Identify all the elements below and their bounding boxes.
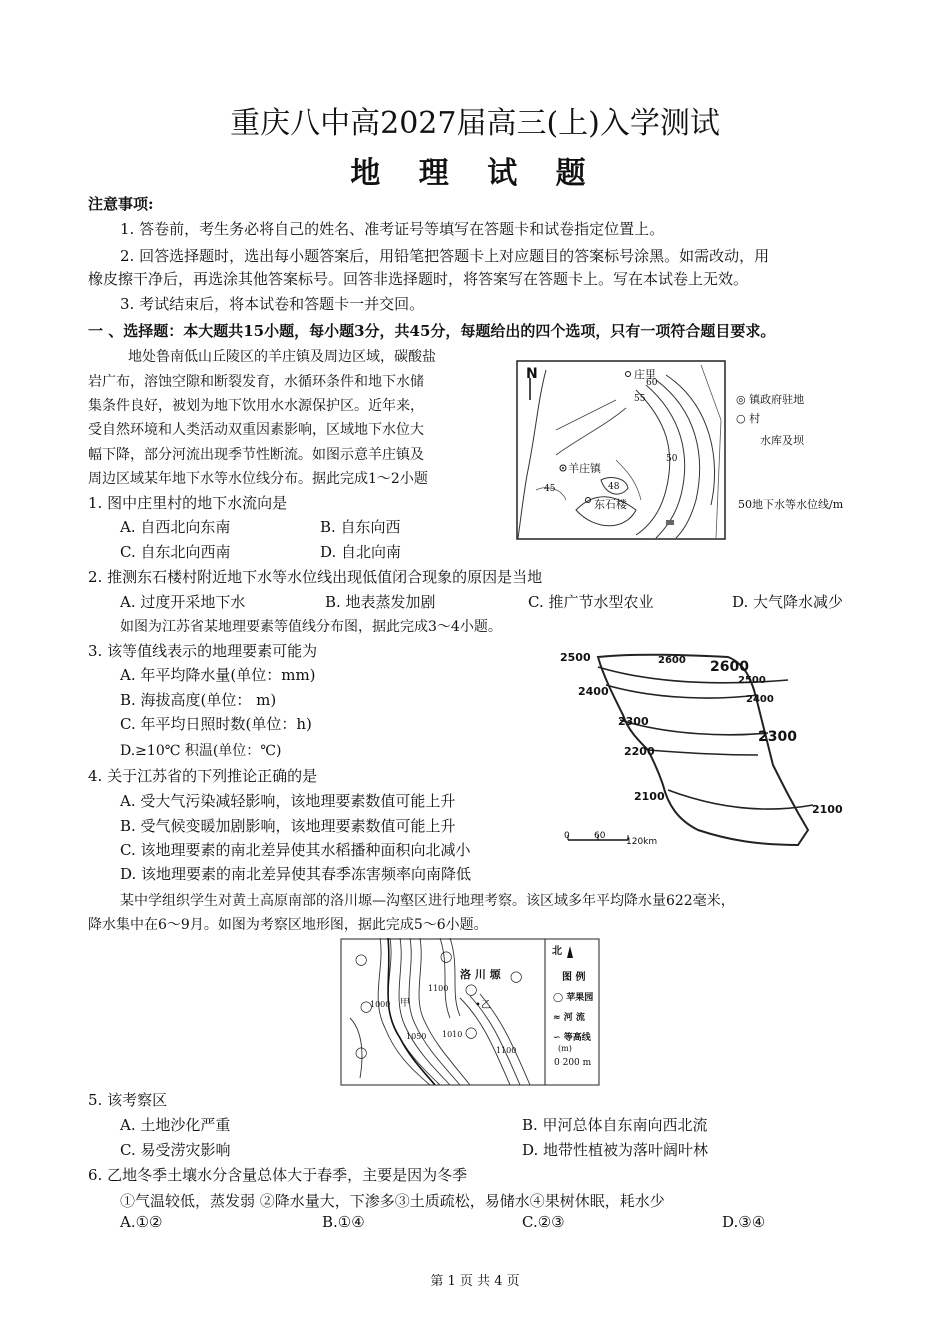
isoline-label: 2300 <box>758 729 797 745</box>
question-stem: 2. 推测东石楼村附近地下水等水位线出现低值闭合现象的原因是当地 <box>88 568 543 586</box>
question-stem: 3. 该等值线表示的地理要素可能为 <box>88 642 318 660</box>
svg-text:◯: ◯ <box>465 1026 478 1039</box>
option[interactable]: C.②③ <box>522 1213 565 1231</box>
question-stem: 4. 关于江苏省的下列推论正确的是 <box>88 767 318 785</box>
option[interactable]: B. 自东向西 <box>320 518 401 536</box>
isoline-label: 2600 <box>658 655 686 666</box>
place-label: 羊庄镇 <box>568 462 601 475</box>
jiangsu-isoline-map <box>558 645 848 855</box>
legend-river: ≈ 河 流 <box>553 1013 585 1023</box>
isoline-label: 2400 <box>578 685 609 698</box>
question-stem: 5. 该考察区 <box>88 1091 168 1109</box>
option[interactable]: A.①② <box>120 1213 163 1231</box>
isoline-label: 2600 <box>710 659 749 675</box>
scale-label: 60 <box>594 831 606 841</box>
north-arrow-label: 北 <box>552 946 562 957</box>
option[interactable]: C. 易受涝灾影响 <box>120 1141 231 1159</box>
legend-title: 图 例 <box>562 972 586 983</box>
scale-label: 120km <box>626 837 658 847</box>
svg-text:◯: ◯ <box>355 1046 368 1059</box>
passage-line: 集条件良好，被划为地下饮用水水源保护区。近年来， <box>88 398 424 414</box>
contour-label: 1010 <box>442 1030 463 1039</box>
svg-text:◯: ◯ <box>360 1000 373 1013</box>
option[interactable]: B. 受气候变暖加剧影响，该地理要素数值可能上升 <box>120 817 456 835</box>
exam-subtitle: 地 理 试 题 <box>350 156 600 191</box>
contour-label: 55 <box>634 394 646 404</box>
passage-line: 某中学组织学生对黄土高原南部的洛川塬—沟壑区进行地理考察。该区域多年平均降水量622毫米， <box>120 893 735 909</box>
option[interactable]: D.③④ <box>722 1213 766 1231</box>
isoline-label: 2300 <box>618 715 649 728</box>
option[interactable]: C. 年平均日照时数(单位：h) <box>120 715 312 733</box>
option[interactable]: B. 甲河总体自东南向西北流 <box>522 1116 708 1134</box>
scale-label: 0 <box>564 831 570 841</box>
svg-text:◯: ◯ <box>510 970 523 983</box>
groundwater-map <box>516 360 726 540</box>
notice-heading: 注意事项: <box>88 195 154 213</box>
option[interactable]: D. 大气降水减少 <box>732 593 844 611</box>
option[interactable]: D.≥10℃ 积温(单位：℃) <box>120 743 282 759</box>
contour-label: 1050 <box>406 1032 427 1041</box>
apple-icon: ◯ <box>553 993 564 1003</box>
contour-label: 50 <box>666 454 678 464</box>
svg-text:◯: ◯ <box>355 953 368 966</box>
question-stem: 1. 图中庄里村的地下水流向是 <box>88 494 288 512</box>
option[interactable]: D. 地带性植被为落叶阔叶林 <box>522 1141 709 1159</box>
option[interactable]: A. 过度开采地下水 <box>120 593 246 611</box>
option[interactable]: A. 年平均降水量(单位：mm) <box>120 666 316 684</box>
passage-line: 周边区域某年地下水等水位线分布。据此完成1～2小题 <box>88 471 428 487</box>
contour-icon: ∽ <box>553 1033 561 1043</box>
option[interactable]: C. 自东北向西南 <box>120 543 231 561</box>
contour-label: 48 <box>608 482 620 492</box>
legend-unit: (m) <box>558 1044 572 1053</box>
north-arrow-label: N <box>526 366 538 382</box>
river-icon: ≈ <box>553 1013 561 1023</box>
legend-orchard: ◯ 苹果园 <box>553 993 594 1003</box>
contour-label: 1100 <box>496 1046 517 1055</box>
isoline-label: 2200 <box>624 745 655 758</box>
option[interactable]: D. 该地理要素的南北差异使其春季冻害频率向南降低 <box>120 865 472 883</box>
section-heading: 一 、选择题：本大题共15小题，每小题3分，共45分，每题给出的四个选项，只有一项符合题目要求。 <box>88 322 776 340</box>
passage-line: 受自然环境和人类活动双重因素影响，区域地下水位大 <box>88 422 424 438</box>
place-label: 东石楼 <box>594 498 627 511</box>
contour-label: 45 <box>544 484 556 494</box>
option[interactable]: C. 推广节水型农业 <box>528 593 654 611</box>
luochuan-terrain-map <box>340 938 600 1086</box>
map-legend-reservoir: 水库及坝 <box>760 434 804 447</box>
option[interactable]: B. 海拔高度(单位： m) <box>120 691 277 709</box>
town-icon: ◎ <box>736 393 746 406</box>
notice-item: 橡皮擦干净后，再选涂其他答案标号。回答非选择题时，将答案写在答题卡上。写在本试卷上无效。 <box>88 270 749 288</box>
contour-label: 60 <box>646 378 658 388</box>
notice-item: 1. 答卷前，考生务必将自己的姓名、准考证号等填写在答题卡和试卷指定位置上。 <box>120 220 665 238</box>
point-yi-label: •乙 <box>475 1000 491 1011</box>
page-footer: 第 1 页 共 4 页 <box>430 1274 520 1289</box>
option[interactable]: C. 该地理要素的南北差异使其水稻播种面积向北减小 <box>120 841 471 859</box>
passage-line: 地处鲁南低山丘陵区的羊庄镇及周边区域，碳酸盐 <box>128 349 436 365</box>
contour-label: 1000 <box>370 1000 391 1009</box>
option[interactable]: B. 地表蒸发加剧 <box>325 593 436 611</box>
isoline-label: 2100 <box>812 803 843 816</box>
contour-label: 1100 <box>428 984 449 993</box>
legend-contour: ∽ 等高线 <box>553 1033 591 1043</box>
map-legend-town: ◎ 镇政府驻地 <box>736 393 805 406</box>
option[interactable]: D. 自北向南 <box>320 543 402 561</box>
option[interactable]: B.①④ <box>322 1213 365 1231</box>
village-icon: ○ <box>736 412 746 425</box>
river-jia-label: 甲 <box>400 998 410 1009</box>
svg-text:◯: ◯ <box>440 950 453 963</box>
passage-line: 如图为江苏省某地理要素等值线分布图，据此完成3～4小题。 <box>120 619 502 635</box>
svg-text:◯: ◯ <box>465 983 478 996</box>
map-legend-contour: 50地下水等水位线/m <box>738 498 844 511</box>
notice-item: 2. 回答选择题时，选出每小题答案后，用铅笔把答题卡上对应题目的答案标号涂黑。如需改动，用 <box>120 247 770 265</box>
place-label: 庄里 <box>634 368 656 381</box>
exam-title: 重庆八中高2027届高三(上)入学测试 <box>230 106 720 141</box>
map-legend-village: ○ 村 <box>736 412 761 425</box>
passage-line: 岩广布，溶蚀空隙和断裂发育，水循环条件和地下水储 <box>88 374 424 390</box>
isoline-label: 2100 <box>634 790 665 803</box>
place-label: 洛 川 塬 <box>460 968 501 981</box>
option[interactable]: A. 土地沙化严重 <box>120 1116 231 1134</box>
passage-line: 降水集中在6～9月。如图为考察区地形图，据此完成5～6小题。 <box>88 917 488 933</box>
statements: ①气温较低，蒸发弱 ②降水量大，下渗多③土质疏松，易储水④果树休眠，耗水少 <box>120 1192 665 1210</box>
option[interactable]: A. 自西北向东南 <box>120 518 231 536</box>
option[interactable]: A. 受大气污染减轻影响，该地理要素数值可能上升 <box>120 792 456 810</box>
question-stem: 6. 乙地冬季土壤水分含量总体大于春季，主要是因为冬季 <box>88 1166 468 1184</box>
notice-item: 3. 考试结束后，将本试卷和答题卡一并交回。 <box>120 295 425 313</box>
isoline-label: 2500 <box>560 651 591 664</box>
scale-label: 0 200 m <box>554 1058 592 1068</box>
isoline-label: 2500 <box>738 675 766 686</box>
isoline-label: 2400 <box>746 694 774 705</box>
passage-line: 幅下降，部分河流出现季节性断流。如图示意羊庄镇及 <box>88 447 424 463</box>
